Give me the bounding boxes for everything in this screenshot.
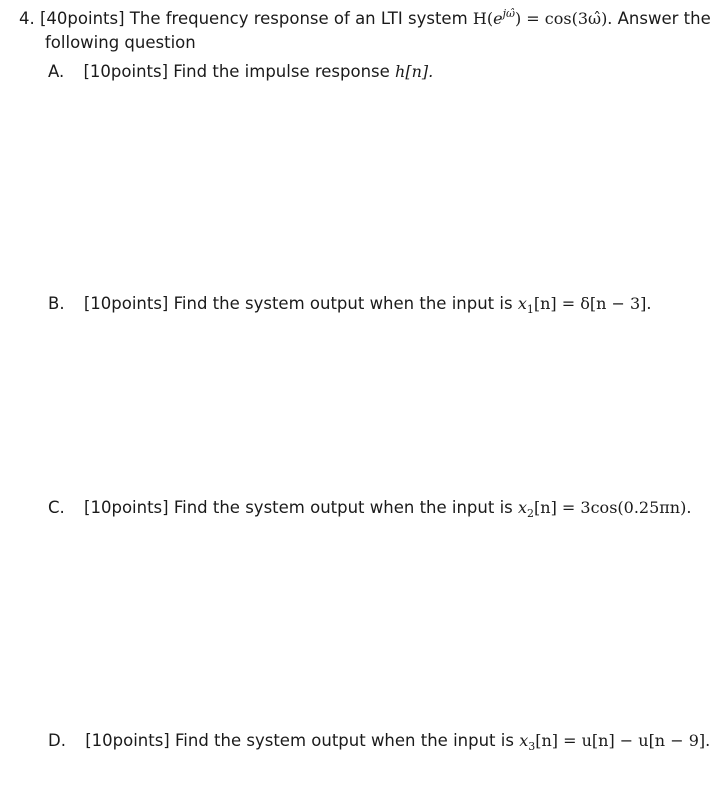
part-points: [10points] [83, 62, 169, 81]
problem-points: [40points] [40, 9, 125, 28]
part-points: [10points] [83, 294, 169, 313]
part-a [48, 61, 433, 83]
part-points: [10points] [85, 731, 170, 750]
part-letter: C. [48, 498, 65, 517]
problem-intro: The frequency response of an LTI system [129, 9, 468, 28]
problem-number: 4. [19, 9, 35, 28]
part-c [48, 497, 691, 525]
part-text: Find the system output when the input is [173, 498, 513, 517]
problem-line2: following question [45, 33, 196, 52]
part-text: Find the system output when the input is [175, 731, 514, 750]
part-text: Find the impulse response [173, 62, 390, 81]
part-points: [10points] [84, 498, 169, 517]
transfer-function: $H(e^{j\omegâ})$ = cos(3ω̂). [472, 7, 613, 28]
part-math: $x_1[n] = \delta[n - 3]$. [517, 294, 652, 316]
part-math: $x_3[n] = u[n] - u[n - 9]$. [519, 731, 711, 753]
problem-header [19, 3, 711, 30]
part-d [48, 730, 710, 758]
part-letter: A. [48, 62, 65, 81]
problem-tail: Answer the [617, 9, 711, 28]
part-math: h[n]. [395, 62, 434, 81]
part-b [48, 293, 651, 321]
part-letter: B. [48, 294, 65, 313]
part-letter: D. [48, 731, 66, 750]
part-math: $x_2[n] = 3\cos(0.25\pi n)$. [518, 498, 692, 520]
part-text: Find the system output when the input is [173, 294, 513, 313]
